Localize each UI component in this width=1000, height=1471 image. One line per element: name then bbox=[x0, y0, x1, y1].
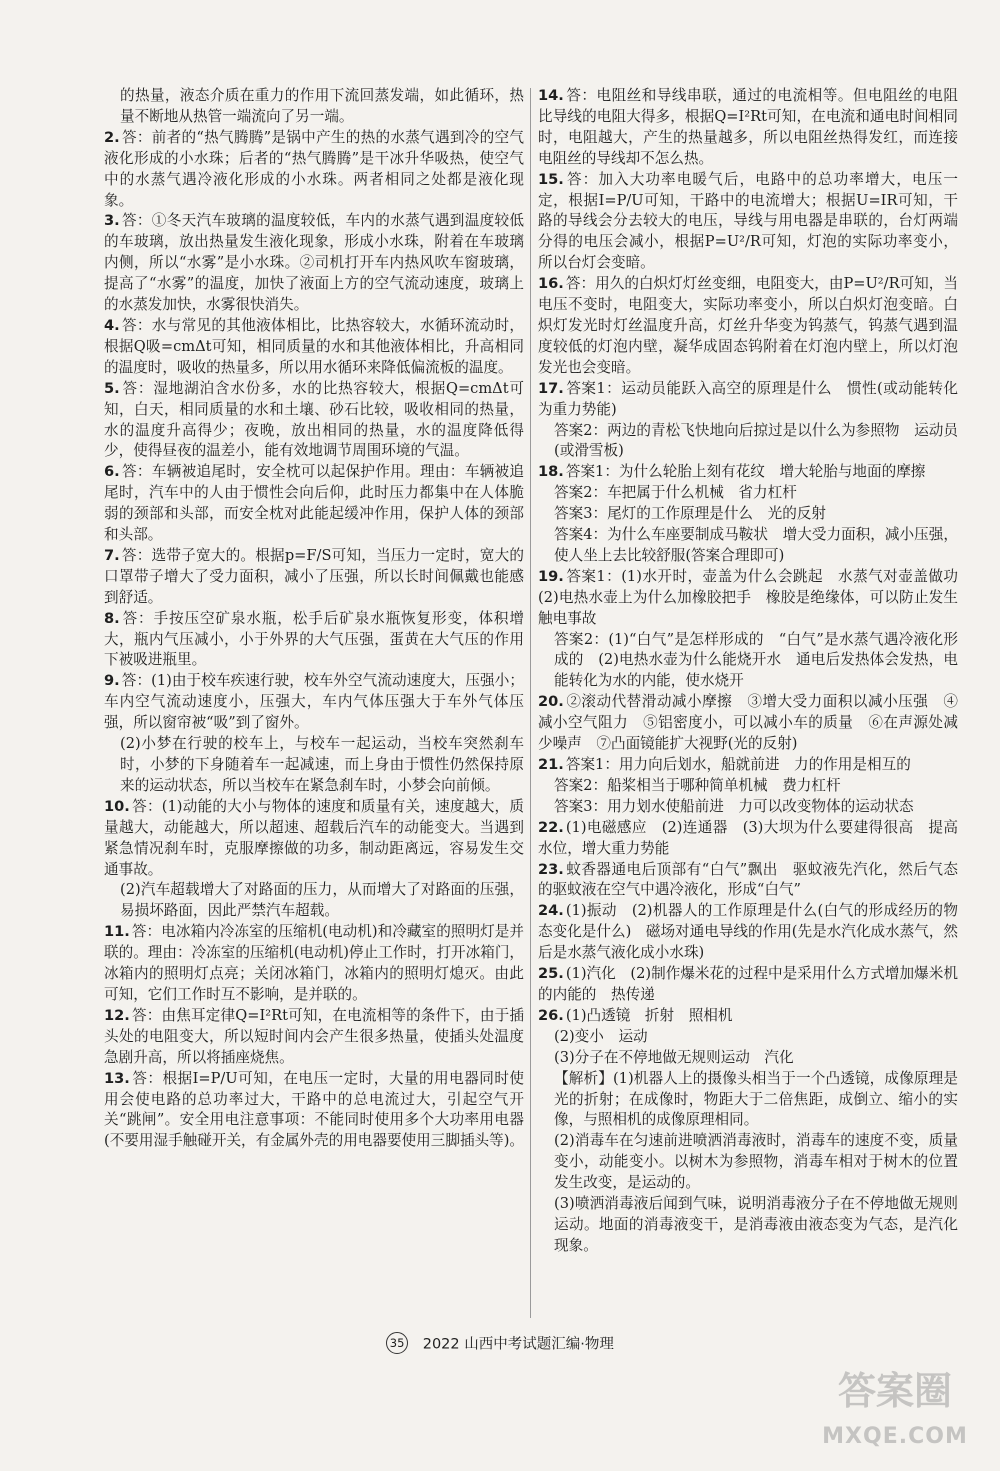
answer-text: (2)小梦在行驶的校车上，与校车一起运动，当校车突然刹车时，小梦的下身随着车一起减速，而上身由于惯性仍然保持原来的运动状态，所以当校车在紧急刹车时，小梦会向前倾。 bbox=[120, 735, 524, 794]
answer-item bbox=[538, 755, 958, 776]
answer-text: (2)汽车超载增大了对路面的压力，从而增大了对路面的压强，易损坏路面，因此严禁汽车超载。 bbox=[120, 881, 524, 920]
answer-text: 答案2：两边的青松飞快地向后掠过是以什么为参照物 运动员(或滑雪板) bbox=[554, 421, 958, 460]
answer-text: 答：电阻丝和导线串联，通过的电流相等。但电阻丝的电阻比导线的电阻大得多，根据Q=I²Rt可知，在电流和通电时间相同时，电阻越大，产生的热量越多，所以电阻丝热得发红，而连接电阻丝的导线却不怎么热。 bbox=[538, 87, 958, 167]
answer-text: (1)汽化 (2)制作爆米花的过程中是采用什么方式增加爆米机的内能的 热传递 bbox=[538, 965, 958, 1003]
page-number: 35 bbox=[386, 1332, 408, 1354]
answer-text: 答案3：用力划水使船前进 力可以改变物体的运动状态 bbox=[554, 797, 914, 815]
answer-number: 5. bbox=[104, 379, 120, 397]
answer-item bbox=[104, 922, 524, 1006]
answer-text: 答案2：(1)“白气”是怎样形成的 “白气”是水蒸气遇冷液化形成的 (2)电热水壶为什么能烧开水 通电后发热体会发热，电能转化为水的内能，使水烧开 bbox=[554, 630, 958, 690]
answer-item bbox=[538, 1131, 958, 1194]
answer-item bbox=[538, 421, 958, 463]
answer-number: 23. bbox=[538, 860, 564, 878]
answer-text: 答：湿地湖泊含水份多，水的比热容较大，根据Q=cmΔt可知，白天，相同质量的水和土壤、砂石比较，吸收相同的热量，水的温度升高得少；夜晚，放出相同的热量，水的温度降低得少，使得昼夜的温差小，能有效地调节周围环境的气温。 bbox=[104, 379, 524, 460]
answer-item bbox=[104, 797, 524, 881]
answer-text: 答：①冬天汽车玻璃的温度较低，车内的水蒸气遇到温度较低的车玻璃，放出热量发生液化现象，形成小水珠，附着在车玻璃内侧，所以“水雾”是小水珠。②司机打开车内热风吹车窗玻璃，提高了“水雾”的温度，加快了液面上方的空气流动速度，玻璃上的水蒸发加快，水雾很快消失。 bbox=[104, 212, 524, 314]
answer-text: 答案4：为什么车座要制成马鞍状 增大受力面积，减小压强，使人坐上去比较舒服(答案合理即可) bbox=[554, 526, 958, 564]
answer-item bbox=[104, 128, 524, 212]
answer-number: 7. bbox=[104, 546, 120, 564]
answer-number: 8. bbox=[104, 609, 120, 627]
left-column bbox=[104, 86, 524, 1152]
answer-item bbox=[538, 630, 958, 693]
answer-item bbox=[538, 483, 958, 504]
answer-item bbox=[104, 316, 524, 379]
answer-text: ②滚动代替滑动减小摩擦 ③增大受力面积以减小压强 ④减小空气阻力 ⑤铝密度小，可以减小车的质量 ⑥在声源处减少噪声 ⑦凸面镜能扩大视野(光的反射) bbox=[538, 693, 958, 753]
answer-number: 10. bbox=[104, 797, 130, 815]
answer-text: 【解析】(1)机器人上的摄像头相当于一个凸透镜，成像原理是光的折射；在成像时，物距大于二倍焦距，成倒立、缩小的实像，与照相机的成像原理相同。 bbox=[554, 1069, 958, 1129]
answer-item bbox=[538, 1006, 958, 1027]
answer-item bbox=[538, 776, 958, 797]
answer-item bbox=[104, 462, 524, 546]
answer-number: 19. bbox=[538, 567, 564, 585]
answer-item bbox=[104, 1006, 524, 1069]
answer-number: 18. bbox=[538, 463, 564, 481]
answer-text: 答：前者的“热气腾腾”是锅中产生的热的水蒸气遇到冷的空气液化形成的小水珠；后者的“热气腾腾”是干冰升华吸热，使空气中的水蒸气遇冷液化形成的小水珠。两者相同之处都是液化现象。 bbox=[104, 128, 524, 209]
answer-text: (3)分子在不停地做无规则运动 汽化 bbox=[554, 1048, 794, 1066]
answer-text: 答：用久的白炽灯灯丝变细，电阻变大，由P=U²/R可知，当电压不变时，电阻变大，实际功率变小，所以白炽灯泡变暗。白炽灯发光时灯丝温度升高，灯丝升华变为钨蒸气，钨蒸气遇到温度较低的灯泡内壁，凝华成固态钨附着在灯泡内壁上，所以灯泡发光也会变暗。 bbox=[538, 275, 958, 376]
right-column bbox=[538, 86, 973, 1257]
answer-text: 答：电冰箱内冷冻室的压缩机(电动机)和冷藏室的照明灯是并联的。理由：冷冻室的压缩机(电动机)停止工作时，打开冰箱门，冰箱内的照明灯点亮；关闭冰箱门，冰箱内的照明灯熄灭。由此可知，它们工作时互不影响，是并联的。 bbox=[104, 923, 525, 1003]
answer-item bbox=[538, 1048, 958, 1069]
answer-number: 12. bbox=[104, 1006, 130, 1024]
answer-text: (1)凸透镜 折射 照相机 bbox=[565, 1006, 733, 1024]
answer-text: 答：根据I=P/U可知，在电压一定时，大量的用电器同时使用会使电路的总功率过大，干路中的总电流过大，引起空气开关“跳闸”。安全用电注意事项：不能同时使用多个大功率用电器(不要用湿手触碰开关，有金属外壳的用电器要使用三脚插头等)。 bbox=[104, 1069, 525, 1150]
answer-item bbox=[104, 379, 524, 463]
answer-number: 17. bbox=[538, 379, 564, 397]
answer-text: (2)变小 运动 bbox=[554, 1027, 648, 1045]
answer-number: 11. bbox=[104, 923, 130, 941]
answer-number: 15. bbox=[538, 170, 564, 188]
answer-number: 24. bbox=[538, 902, 564, 920]
answer-item bbox=[538, 170, 958, 275]
column-divider bbox=[530, 88, 531, 1318]
answer-text: 答案1：运动员能跃入高空的原理是什么 惯性(或动能转化为重力势能) bbox=[538, 379, 958, 418]
answer-text: 答案1：用力向后划水，船就前进 力的作用是相互的 bbox=[565, 756, 911, 773]
answer-item bbox=[538, 692, 958, 755]
answer-item bbox=[538, 462, 958, 483]
answer-text: 答案1：(1)水开时，壶盖为什么会跳起 水蒸气对壶盖做功 (2)电热水壶上为什么加橡胶把手 橡胶是绝缘体，可以防止发生触电事故 bbox=[538, 567, 973, 627]
answer-item bbox=[538, 901, 958, 964]
answer-text: 答案2：车把属于什么机械 省力杠杆 bbox=[554, 484, 797, 502]
answer-item bbox=[104, 671, 524, 734]
answer-text: 答：选带子宽大的。根据p=F/S可知，当压力一定时，宽大的口罩带子增大了受力面积，减小了压强，所以长时间佩戴也能感到舒适。 bbox=[104, 546, 524, 606]
answer-text: 答案3：尾灯的工作原理是什么 光的反射 bbox=[554, 505, 826, 523]
answer-number: 2. bbox=[104, 128, 120, 146]
answer-number: 14. bbox=[538, 87, 564, 104]
answer-number: 13. bbox=[104, 1069, 130, 1087]
answer-item bbox=[104, 880, 524, 922]
answer-item bbox=[538, 1027, 958, 1048]
answer-item bbox=[538, 525, 958, 567]
answer-item bbox=[104, 609, 524, 672]
answer-item bbox=[538, 964, 958, 1006]
answer-text: 答案1：为什么轮胎上刻有花纹 增大轮胎与地面的摩擦 bbox=[565, 463, 926, 481]
answer-number: 16. bbox=[538, 275, 564, 293]
answer-item bbox=[538, 797, 958, 818]
answer-text: 答：(1)动能的大小与物体的速度和质量有关，速度越大，质量越大，动能越大，所以超速、超载后汽车的动能变大。当遇到紧急情况刹车时，克服摩擦做的功多，制动距离远，容易发生交通事故。 bbox=[104, 797, 524, 878]
answer-text: 蚊香器通电后顶部有“白气”飘出 驱蚊液先汽化，然后气态的驱蚊液在空气中遇冷液化，形成“白气” bbox=[538, 860, 958, 899]
answer-number: 26. bbox=[538, 1006, 564, 1024]
answer-text: (1)振动 (2)机器人的工作原理是什么(白气的形成经历的物态变化是什么) 磁场对通电导线的作用(先是水汽化成水蒸气，然后是水蒸气液化成小水珠) bbox=[538, 902, 959, 962]
answer-text: (2)消毒车在匀速前进喷洒消毒液时，消毒车的速度不变，质量变小，动能变小。以树木为参照物，消毒车相对于树木的位置发生改变，是运动的。 bbox=[554, 1132, 958, 1192]
answer-number: 20. bbox=[538, 693, 564, 711]
answer-number: 21. bbox=[538, 756, 564, 773]
answer-number: 6. bbox=[104, 463, 120, 481]
answer-item bbox=[538, 1194, 958, 1257]
answer-text: 答：手按压空矿泉水瓶，松手后矿泉水瓶恢复形变，体积增大，瓶内气压减小，小于外界的大气压强，蛋黄在大气压的作用下被吸进瓶里。 bbox=[104, 609, 524, 669]
answer-number: 4. bbox=[104, 316, 120, 334]
answer-text: 的热量，液态介质在重力的作用下流回蒸发端，如此循环，热量不断地从热管一端流向了另一端。 bbox=[120, 87, 524, 125]
answer-item bbox=[538, 818, 958, 860]
answer-item bbox=[538, 860, 958, 902]
answer-text: 答案2：船桨相当于哪种简单机械 费力杠杆 bbox=[554, 776, 841, 794]
answer-item bbox=[104, 546, 524, 609]
answer-text: 答：水与常见的其他液体相比，比热容较大，水循环流动时，根据Q吸=cmΔt可知，相同质量的水和其他液体相比，升高相同的温度时，吸收的热量多，所以用水循环来降低偏流板的温度。 bbox=[104, 316, 524, 376]
answer-item bbox=[538, 1069, 958, 1132]
answer-item bbox=[538, 274, 958, 379]
answer-item bbox=[104, 211, 524, 316]
footer-title: 2022 山西中考试题汇编·物理 bbox=[422, 1336, 614, 1353]
answer-number: 22. bbox=[538, 818, 564, 836]
answer-number: 9. bbox=[104, 672, 120, 690]
answer-item bbox=[104, 734, 524, 797]
watermark-url: MXQE.COM bbox=[822, 1424, 968, 1449]
answer-text: 答：(1)由于校车疾速行驶，校车外空气流动速度大，压强小；车内空气流动速度小，压强大，车内气体压强大于车外气体压强，所以窗帘被“吸”到了窗外。 bbox=[104, 672, 524, 732]
page-footer bbox=[0, 1332, 1000, 1354]
answer-item bbox=[538, 567, 973, 630]
watermark-logo-text: 答案圈 bbox=[837, 1369, 952, 1413]
answer-item bbox=[538, 86, 958, 170]
answer-item bbox=[104, 86, 524, 128]
answer-number: 25. bbox=[538, 965, 564, 983]
answer-text: 答：加入大功率电暖气后，电路中的总功率增大，电压一定，根据I=P/U可知，干路中的电流增大；根据U=IR可知，干路的导线会分去较大的电压，导线与用电器是串联的，台灯两端分得的电压会减小，根据P=U²/R可知，灯泡的实际功率变小，所以台灯会变暗。 bbox=[538, 170, 958, 272]
watermark-logo bbox=[820, 1360, 970, 1456]
answer-text: 答：由焦耳定律Q=I²Rt可知，在电流相等的条件下，由于插头处的电阻变大，所以短时间内会产生很多热量，使插头处温度急剧升高，所以将插座烧焦。 bbox=[104, 1006, 524, 1066]
answer-text: (3)喷洒消毒液后闻到气味，说明消毒液分子在不停地做无规则运动。地面的消毒液变干，是消毒液由液态变为气态，是汽化现象。 bbox=[554, 1195, 958, 1254]
answer-item bbox=[538, 379, 958, 421]
answer-item bbox=[104, 1069, 524, 1153]
answer-item bbox=[538, 504, 958, 525]
answer-text: (1)电磁感应 (2)连通器 (3)大坝为什么要建得很高 提高水位，增大重力势能 bbox=[538, 818, 958, 857]
answer-text: 答：车辆被追尾时，安全枕可以起保护作用。理由：车辆被追尾时，汽车中的人由于惯性会向后仰，此时压力都集中在人体脆弱的颈部和头部，而安全枕对此能起缓冲作用，保护人体的颈部和头部。 bbox=[104, 463, 524, 544]
answer-number: 3. bbox=[104, 212, 120, 230]
